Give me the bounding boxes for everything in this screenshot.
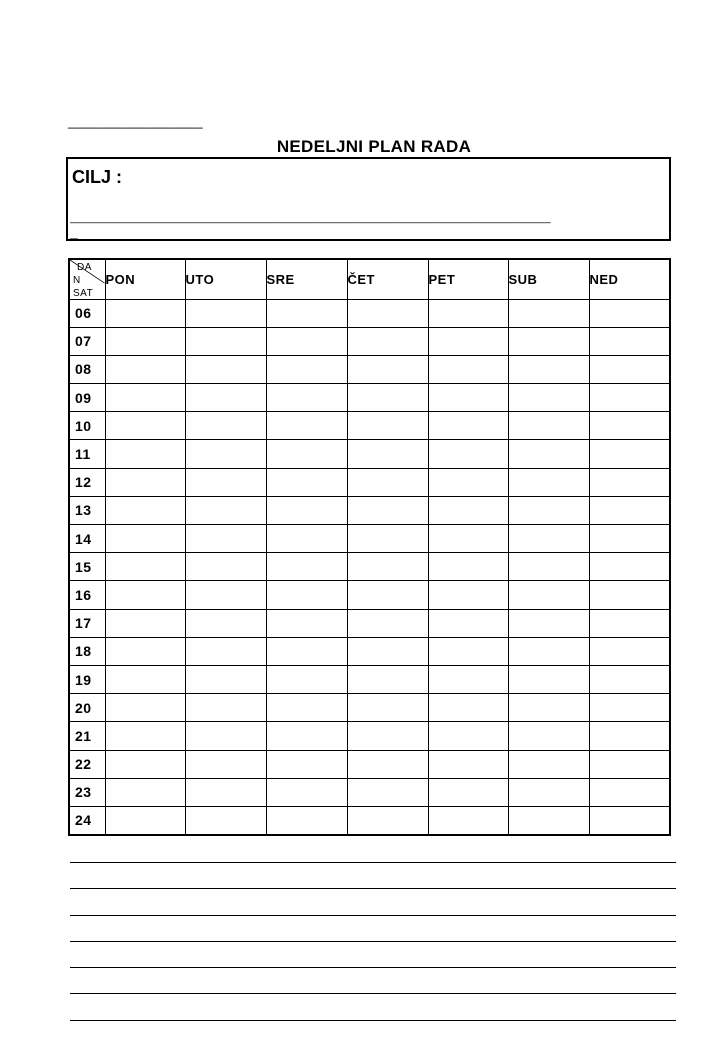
plan-cell[interactable] <box>589 440 670 468</box>
plan-cell[interactable] <box>266 750 347 778</box>
plan-cell[interactable] <box>105 384 185 412</box>
plan-cell[interactable] <box>428 581 508 609</box>
plan-cell[interactable] <box>508 468 589 496</box>
plan-cell[interactable] <box>266 694 347 722</box>
plan-cell[interactable] <box>347 750 428 778</box>
goal-write-line-end: _ <box>70 224 78 240</box>
plan-cell[interactable] <box>428 665 508 693</box>
plan-cell[interactable] <box>347 384 428 412</box>
corner-label-hour: SAT <box>73 288 94 299</box>
plan-cell[interactable] <box>347 355 428 383</box>
table-row <box>69 525 670 553</box>
plan-cell[interactable] <box>185 355 266 383</box>
plan-cell[interactable] <box>185 327 266 355</box>
plan-cell[interactable] <box>347 806 428 834</box>
hour-label: 12 <box>69 468 105 496</box>
note-line[interactable] <box>70 862 676 863</box>
plan-cell[interactable] <box>508 299 589 327</box>
plan-cell[interactable] <box>347 299 428 327</box>
hour-label: 22 <box>69 750 105 778</box>
plan-cell[interactable] <box>428 750 508 778</box>
hour-label: 11 <box>69 440 105 468</box>
plan-cell[interactable] <box>589 722 670 750</box>
plan-cell[interactable] <box>347 665 428 693</box>
plan-cell[interactable] <box>508 637 589 665</box>
plan-cell[interactable] <box>185 694 266 722</box>
plan-cell[interactable] <box>105 496 185 524</box>
day-header: SRE <box>266 259 347 299</box>
plan-cell[interactable] <box>428 609 508 637</box>
plan-cell[interactable] <box>589 412 670 440</box>
table-row <box>69 665 670 693</box>
plan-cell[interactable] <box>428 525 508 553</box>
plan-cell[interactable] <box>185 778 266 806</box>
plan-cell[interactable] <box>105 355 185 383</box>
hour-label: 20 <box>69 694 105 722</box>
plan-cell[interactable] <box>105 665 185 693</box>
plan-cell[interactable] <box>428 553 508 581</box>
plan-cell[interactable] <box>266 722 347 750</box>
day-header: NED <box>589 259 670 299</box>
hour-label: 23 <box>69 778 105 806</box>
note-line[interactable] <box>70 888 676 889</box>
plan-cell[interactable] <box>428 327 508 355</box>
table-row <box>69 412 670 440</box>
table-row <box>69 581 670 609</box>
plan-cell[interactable] <box>266 496 347 524</box>
plan-cell[interactable] <box>428 806 508 834</box>
plan-cell[interactable] <box>508 722 589 750</box>
hour-label: 09 <box>69 384 105 412</box>
plan-cell[interactable] <box>185 496 266 524</box>
plan-cell[interactable] <box>185 609 266 637</box>
plan-cell[interactable] <box>589 299 670 327</box>
plan-cell[interactable] <box>428 299 508 327</box>
plan-cell[interactable] <box>589 327 670 355</box>
table-row <box>69 637 670 665</box>
plan-cell[interactable] <box>589 553 670 581</box>
plan-cell[interactable] <box>508 750 589 778</box>
hour-label: 21 <box>69 722 105 750</box>
note-line[interactable] <box>70 915 676 916</box>
hour-label: 14 <box>69 525 105 553</box>
table-row <box>69 806 670 834</box>
plan-cell[interactable] <box>589 750 670 778</box>
plan-cell[interactable] <box>508 609 589 637</box>
plan-cell[interactable] <box>347 496 428 524</box>
plan-cell[interactable] <box>428 496 508 524</box>
plan-cell[interactable] <box>185 440 266 468</box>
plan-cell[interactable] <box>105 327 185 355</box>
plan-cell[interactable] <box>105 750 185 778</box>
plan-cell[interactable] <box>185 722 266 750</box>
note-line[interactable] <box>70 993 676 994</box>
plan-cell[interactable] <box>347 778 428 806</box>
plan-cell[interactable] <box>105 637 185 665</box>
plan-cell[interactable] <box>185 581 266 609</box>
plan-cell[interactable] <box>428 468 508 496</box>
plan-cell[interactable] <box>266 806 347 834</box>
plan-cell[interactable] <box>347 694 428 722</box>
day-header: ČET <box>347 259 428 299</box>
plan-cell[interactable] <box>347 722 428 750</box>
plan-cell[interactable] <box>266 299 347 327</box>
plan-cell[interactable] <box>105 440 185 468</box>
plan-cell[interactable] <box>589 609 670 637</box>
plan-cell[interactable] <box>266 581 347 609</box>
plan-cell[interactable] <box>105 581 185 609</box>
plan-cell[interactable] <box>347 440 428 468</box>
plan-cell[interactable] <box>185 665 266 693</box>
plan-cell[interactable] <box>589 778 670 806</box>
plan-cell[interactable] <box>105 609 185 637</box>
plan-cell[interactable] <box>185 637 266 665</box>
hour-label: 18 <box>69 637 105 665</box>
hour-label: 13 <box>69 496 105 524</box>
plan-cell[interactable] <box>508 355 589 383</box>
hour-label: 06 <box>69 299 105 327</box>
hour-label: 24 <box>69 806 105 834</box>
plan-cell[interactable] <box>266 440 347 468</box>
table-row <box>69 609 670 637</box>
plan-cell[interactable] <box>266 609 347 637</box>
plan-cell[interactable] <box>266 355 347 383</box>
plan-cell[interactable] <box>508 496 589 524</box>
plan-cell[interactable] <box>347 525 428 553</box>
plan-cell[interactable] <box>428 440 508 468</box>
corner-label-n: N <box>73 275 81 286</box>
table-row <box>69 384 670 412</box>
plan-cell[interactable] <box>508 525 589 553</box>
plan-cell[interactable] <box>589 355 670 383</box>
note-line[interactable] <box>70 941 676 942</box>
plan-cell[interactable] <box>266 553 347 581</box>
plan-cell[interactable] <box>347 609 428 637</box>
plan-cell[interactable] <box>589 525 670 553</box>
plan-cell[interactable] <box>105 778 185 806</box>
table-header-row <box>69 259 670 299</box>
plan-cell[interactable] <box>589 694 670 722</box>
plan-cell[interactable] <box>428 778 508 806</box>
table-row <box>69 299 670 327</box>
plan-cell[interactable] <box>266 637 347 665</box>
plan-cell[interactable] <box>589 581 670 609</box>
table-row <box>69 553 670 581</box>
plan-cell[interactable] <box>347 468 428 496</box>
plan-cell[interactable] <box>185 412 266 440</box>
hour-label: 07 <box>69 327 105 355</box>
plan-cell[interactable] <box>347 553 428 581</box>
weekly-plan-table <box>68 258 671 836</box>
hour-label: 08 <box>69 355 105 383</box>
plan-cell[interactable] <box>428 637 508 665</box>
plan-cell[interactable] <box>508 778 589 806</box>
notes-lines <box>70 862 676 1046</box>
plan-cell[interactable] <box>105 694 185 722</box>
table-row <box>69 750 670 778</box>
plan-cell[interactable] <box>185 525 266 553</box>
plan-cell[interactable] <box>266 468 347 496</box>
plan-cell[interactable] <box>508 412 589 440</box>
goal-box <box>66 157 671 241</box>
table-row <box>69 722 670 750</box>
plan-cell[interactable] <box>428 355 508 383</box>
day-header: PET <box>428 259 508 299</box>
plan-cell[interactable] <box>508 806 589 834</box>
plan-cell[interactable] <box>105 525 185 553</box>
plan-cell[interactable] <box>266 327 347 355</box>
corner-label-day: DA <box>77 262 92 273</box>
plan-cell[interactable] <box>508 553 589 581</box>
table-row <box>69 778 670 806</box>
day-header: SUB <box>508 259 589 299</box>
corner-cell <box>69 259 105 299</box>
hour-label: 19 <box>69 665 105 693</box>
plan-cell[interactable] <box>508 440 589 468</box>
plan-cell[interactable] <box>266 412 347 440</box>
plan-cell[interactable] <box>105 468 185 496</box>
note-line[interactable] <box>70 967 676 968</box>
plan-cell[interactable] <box>428 384 508 412</box>
hour-label: 15 <box>69 553 105 581</box>
plan-cell[interactable] <box>508 384 589 412</box>
plan-cell[interactable] <box>589 384 670 412</box>
plan-cell[interactable] <box>347 327 428 355</box>
hour-label: 17 <box>69 609 105 637</box>
plan-cell[interactable] <box>589 665 670 693</box>
plan-cell[interactable] <box>428 722 508 750</box>
plan-cell[interactable] <box>105 806 185 834</box>
table-row <box>69 468 670 496</box>
plan-cell[interactable] <box>105 412 185 440</box>
day-header: PON <box>105 259 185 299</box>
plan-cell[interactable] <box>185 468 266 496</box>
plan-cell[interactable] <box>589 496 670 524</box>
plan-cell[interactable] <box>266 384 347 412</box>
plan-cell[interactable] <box>185 750 266 778</box>
plan-cell[interactable] <box>185 553 266 581</box>
plan-cell[interactable] <box>105 553 185 581</box>
plan-cell[interactable] <box>347 412 428 440</box>
plan-cell[interactable] <box>266 525 347 553</box>
plan-cell[interactable] <box>105 299 185 327</box>
plan-cell[interactable] <box>105 722 185 750</box>
plan-cell[interactable] <box>508 327 589 355</box>
plan-cell[interactable] <box>508 694 589 722</box>
plan-cell[interactable] <box>347 581 428 609</box>
plan-cell[interactable] <box>266 778 347 806</box>
plan-cell[interactable] <box>589 637 670 665</box>
hour-label: 16 <box>69 581 105 609</box>
table-row <box>69 694 670 722</box>
goal-write-line: ________________________________________________ <box>70 205 551 225</box>
note-line[interactable] <box>70 1020 676 1021</box>
table-row <box>69 327 670 355</box>
plan-cell[interactable] <box>347 637 428 665</box>
plan-cell[interactable] <box>185 299 266 327</box>
plan-cell[interactable] <box>508 581 589 609</box>
plan-cell[interactable] <box>589 468 670 496</box>
hour-label: 10 <box>69 412 105 440</box>
plan-cell[interactable] <box>185 384 266 412</box>
day-header: UTO <box>185 259 266 299</box>
plan-cell[interactable] <box>266 665 347 693</box>
plan-cell[interactable] <box>428 694 508 722</box>
table-row <box>69 355 670 383</box>
page-title: NEDELJNI PLAN RADA <box>276 137 472 156</box>
plan-cell[interactable] <box>185 806 266 834</box>
goal-label: CILJ : <box>72 167 123 187</box>
plan-cell[interactable] <box>508 665 589 693</box>
table-row <box>69 440 670 468</box>
plan-cell[interactable] <box>428 412 508 440</box>
table-row <box>69 496 670 524</box>
plan-cell[interactable] <box>589 806 670 834</box>
name-blank-line: ___________ <box>68 106 203 131</box>
